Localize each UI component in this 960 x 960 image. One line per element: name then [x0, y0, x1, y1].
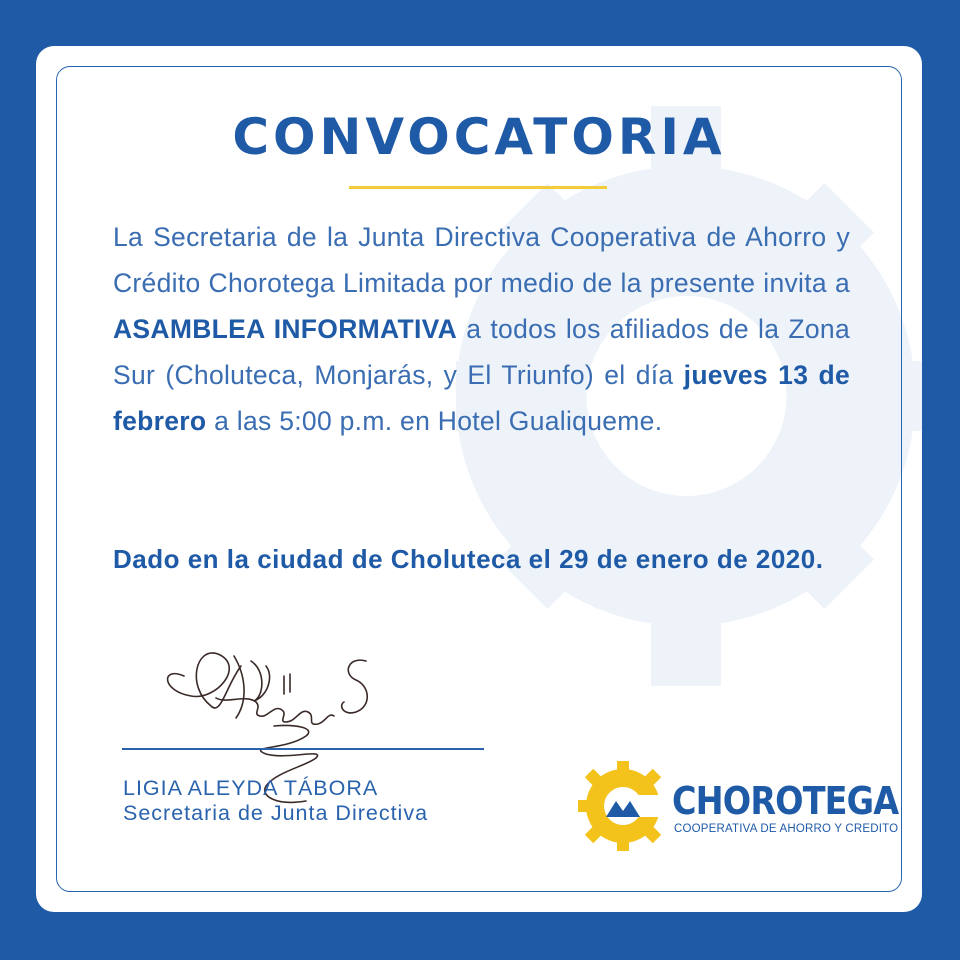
title-underline	[349, 186, 607, 189]
dated-statement: Dado en la ciudad de Choluteca el 29 de enero de 2020.	[113, 544, 824, 574]
body-text-3: a las 5:00 p.m. en Hotel Gualiqueme.	[206, 406, 663, 436]
signer-role: Secretaria de Junta Directiva	[123, 801, 429, 825]
chorotega-logo	[578, 761, 899, 851]
page-title: CONVOCATORIA	[232, 108, 726, 166]
event-date: jueves 13 de febrero	[113, 360, 850, 436]
logo-name: CHOROTEGA	[672, 779, 899, 823]
logo-subtitle: COOPERATIVA DE AHORRO Y CREDITO	[674, 823, 899, 835]
chorotega-logo-icon	[578, 761, 668, 851]
body-text-2: a todos los afiliados de la Zona Sur (Choluteca, Monjarás, y El Triunfo) el día	[113, 314, 850, 390]
signer-name: LIGIA ALEYDA TÁBORA	[123, 776, 379, 800]
signature-line	[122, 748, 484, 750]
invitation-paragraph	[113, 214, 850, 444]
body-text-1: La Secretaria de la Junta Directiva Cooperativa de Ahorro y Crédito Chorotega Limitada por medio de la presente invita a	[113, 222, 850, 298]
signer-block	[123, 776, 428, 826]
invitation-card	[36, 46, 922, 912]
event-name: ASAMBLEA INFORMATIVA	[113, 314, 458, 344]
